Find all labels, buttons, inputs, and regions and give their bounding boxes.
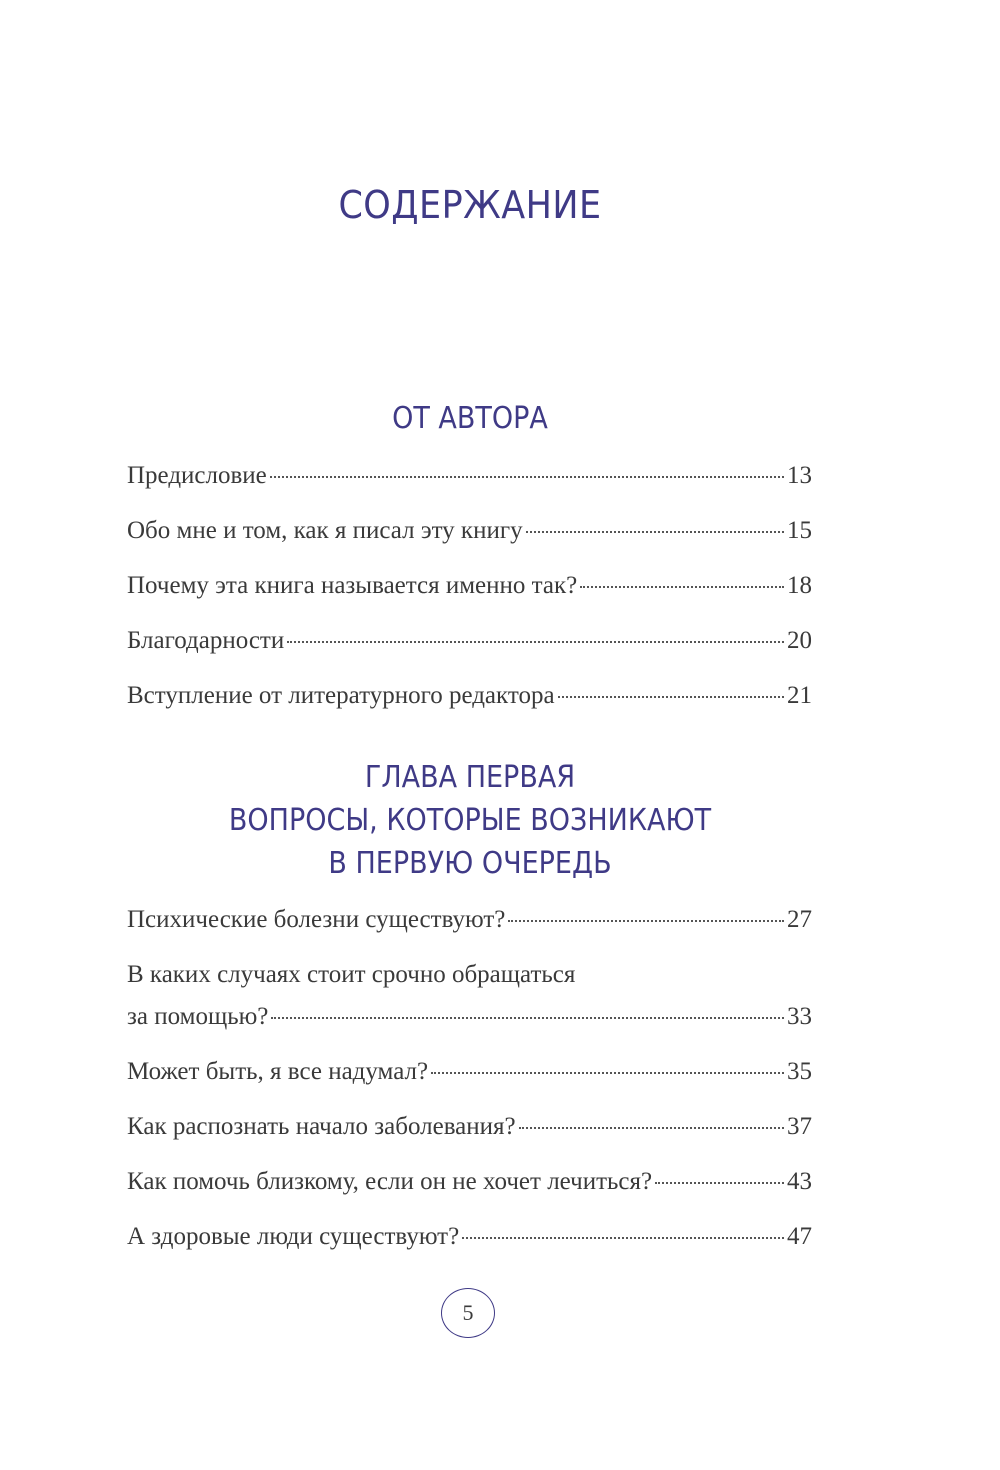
toc-entry-page: 37 xyxy=(787,1113,812,1140)
toc-entry-title: Как распознать начало заболевания? xyxy=(127,1113,516,1140)
toc-entry[interactable] xyxy=(127,1106,812,1161)
toc-entry-page: 18 xyxy=(787,572,812,599)
toc-entry-page: 43 xyxy=(787,1168,812,1195)
section-heading-line: В ПЕРВУЮ ОЧЕРЕДЬ xyxy=(328,846,612,881)
toc-entry-title: Предисловие xyxy=(127,462,267,489)
toc-entry-title-line1: В каких случаях стоит срочно обращаться xyxy=(127,961,576,988)
dot-leader xyxy=(462,1237,784,1239)
toc-list-chapter-one xyxy=(127,899,812,1271)
page-title: СОДЕРЖАНИЕ xyxy=(338,183,602,228)
toc-entry[interactable] xyxy=(127,565,812,620)
section-heading-chapter-one xyxy=(47,756,893,885)
toc-entry-page: 15 xyxy=(787,517,812,544)
toc-entry-title: Психические болезни существуют? xyxy=(127,906,506,933)
toc-entry-title: Может быть, я все надумал? xyxy=(127,1058,429,1085)
toc-entry[interactable] xyxy=(127,510,812,565)
toc-entry-page: 21 xyxy=(787,682,812,709)
toc-entry-page: 20 xyxy=(787,627,812,654)
page-number-badge: 5 xyxy=(441,1288,495,1338)
section-heading-from-author xyxy=(47,397,893,440)
toc-entry[interactable] xyxy=(127,675,812,730)
toc-entry-page: 13 xyxy=(787,462,812,489)
toc-entry-title: Как помочь близкому, если он не хочет лечиться? xyxy=(127,1168,653,1195)
dot-leader xyxy=(270,476,784,478)
toc-entry-title: за помощью? xyxy=(127,1003,269,1030)
toc-entry-title: А здоровые люди существуют? xyxy=(127,1223,460,1250)
toc-entry[interactable] xyxy=(127,455,812,510)
section-heading-line: ВОПРОСЫ, КОТОРЫЕ ВОЗНИКАЮТ xyxy=(228,803,712,838)
dot-leader xyxy=(580,586,784,588)
toc-entry-page: 33 xyxy=(787,1003,812,1030)
toc-entry[interactable] xyxy=(127,1161,812,1216)
toc-entry-page: 35 xyxy=(787,1058,812,1085)
dot-leader xyxy=(287,641,784,643)
section-heading-line: ГЛАВА ПЕРВАЯ xyxy=(364,760,576,795)
dot-leader xyxy=(508,920,784,922)
dot-leader xyxy=(526,531,784,533)
dot-leader xyxy=(655,1182,784,1184)
toc-entry-page: 47 xyxy=(787,1223,812,1250)
dot-leader xyxy=(271,1017,784,1019)
toc-entry[interactable] xyxy=(127,1051,812,1106)
toc-entry-title: Благодарности xyxy=(127,627,285,654)
toc-entry-title: Вступление от литературного редактора xyxy=(127,682,555,709)
dot-leader xyxy=(431,1072,784,1074)
toc-list-from-author xyxy=(127,455,812,730)
dot-leader xyxy=(558,696,784,698)
toc-entry[interactable] xyxy=(127,899,812,954)
toc-entry[interactable] xyxy=(127,620,812,675)
toc-entry-page: 27 xyxy=(787,906,812,933)
dot-leader xyxy=(519,1127,784,1129)
toc-entry[interactable] xyxy=(127,1216,812,1271)
toc-entry-title: Обо мне и том, как я писал эту книгу xyxy=(127,517,523,544)
toc-entry[interactable] xyxy=(127,954,812,1051)
section-heading-line: ОТ АВТОРА xyxy=(392,401,548,436)
toc-entry-title: Почему эта книга называется именно так? xyxy=(127,572,578,599)
